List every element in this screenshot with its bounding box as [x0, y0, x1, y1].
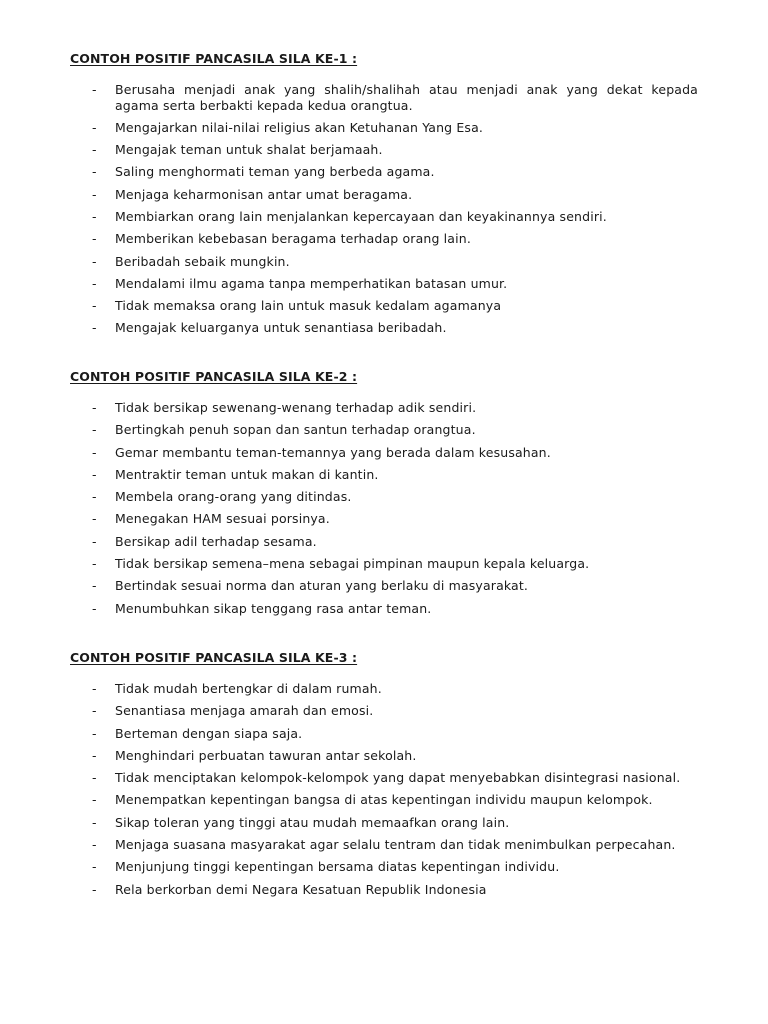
bullet-dash: -: [92, 859, 97, 875]
list-item: [70, 231, 698, 247]
list-item: [70, 815, 698, 831]
bullet-dash: -: [92, 792, 97, 808]
bullet-dash: -: [92, 231, 97, 247]
bullet-dash: -: [92, 814, 97, 830]
list-item: [70, 534, 698, 550]
bullet-dash: -: [92, 142, 97, 158]
bullet-dash: -: [92, 881, 97, 897]
list-item-text: Berteman dengan siapa saja.: [115, 725, 303, 741]
list-item-text: Tidak bersikap sewenang-wenang terhadap adik sendiri.: [115, 400, 477, 415]
list-item: [70, 726, 698, 742]
list-item-text: Tidak memaksa orang lain untuk masuk kedalam agamanya: [115, 298, 502, 314]
list-item-text: Mengajarkan nilai-nilai religius akan Ketuhanan Yang Esa.: [115, 119, 484, 135]
bullet-dash: -: [92, 119, 97, 135]
bullet-dash: -: [92, 770, 97, 786]
bullet-dash: -: [92, 725, 97, 741]
list-item: [70, 422, 698, 438]
section-sila-1: [70, 51, 698, 343]
bullet-dash: -: [92, 681, 97, 696]
item-list: [70, 82, 698, 336]
section-sila-3: [70, 650, 698, 904]
list-item-text: Menumbuhkan sikap tenggang rasa antar teman.: [115, 600, 432, 616]
bullet-dash: -: [92, 533, 97, 549]
list-item-text: Memberikan kebebasan beragama terhadap orang lain.: [115, 231, 471, 247]
list-item: [70, 298, 698, 314]
list-item-text: Menjunjung tinggi kepentingan bersama diatas kepentingan individu.: [115, 859, 560, 875]
list-item-text: Mentraktir teman untuk makan di kantin.: [115, 466, 379, 482]
bullet-dash: -: [92, 422, 97, 438]
bullet-dash: -: [92, 556, 97, 572]
bullet-dash: -: [92, 208, 97, 224]
list-item-text: Senantiasa menjaga amarah dan emosi.: [115, 703, 374, 719]
bullet-dash: -: [92, 275, 97, 291]
list-item-text: Gemar membantu teman-temannya yang berada dalam kesusahan.: [115, 444, 551, 460]
list-item-text: Rela berkorban demi Negara Kesatuan Republik Indonesia: [115, 881, 487, 897]
list-item: [70, 209, 698, 225]
list-item-text: Bertingkah penuh sopan dan santun terhadap orangtua.: [115, 422, 476, 438]
list-item: [70, 792, 698, 808]
list-item-text: Tidak mudah bertengkar di dalam rumah.: [115, 681, 382, 696]
list-item-text: Sikap toleran yang tinggi atau mudah memaafkan orang lain.: [115, 814, 510, 830]
list-item-text: Tidak menciptakan kelompok-kelompok yang dapat menyebabkan disintegrasi nasional.: [115, 770, 681, 786]
bullet-dash: -: [92, 578, 97, 594]
list-item: [70, 882, 698, 898]
list-item-text: Mengajak keluarganya untuk senantiasa beribadah.: [115, 320, 447, 336]
bullet-dash: -: [92, 444, 97, 460]
section-title: CONTOH POSITIF PANCASILA SILA KE-2 :: [70, 369, 358, 384]
section-title: CONTOH POSITIF PANCASILA SILA KE-3 :: [70, 650, 358, 665]
list-item-text: Menegakan HAM sesuai porsinya.: [115, 511, 330, 527]
list-item: [70, 770, 698, 786]
list-item-text: Bersikap adil terhadap sesama.: [115, 533, 317, 549]
list-item: [70, 601, 698, 617]
list-item-text: Membiarkan orang lain menjalankan kepercayaan dan keyakinannya sendiri.: [115, 208, 607, 224]
list-item: [70, 254, 698, 270]
list-item: [70, 703, 698, 719]
bullet-dash: -: [92, 837, 97, 853]
list-item: [70, 489, 698, 505]
list-item-text: Menempatkan kepentingan bangsa di atas kepentingan individu maupun kelompok.: [115, 792, 653, 808]
section-sila-2: [70, 369, 698, 623]
bullet-dash: -: [92, 703, 97, 719]
bullet-dash: -: [92, 400, 97, 415]
list-item: [70, 164, 698, 180]
bullet-dash: -: [92, 253, 97, 269]
section-title: CONTOH POSITIF PANCASILA SILA KE-1 :: [70, 51, 358, 66]
bullet-dash: -: [92, 747, 97, 763]
list-item: [70, 467, 698, 483]
list-item-text: Tidak bersikap semena–mena sebagai pimpinan maupun kepala keluarga.: [115, 556, 590, 572]
list-item: [70, 556, 698, 572]
list-item: [70, 187, 698, 203]
list-item-text: Bertindak sesuai norma dan aturan yang berlaku di masyarakat.: [115, 578, 529, 594]
item-list: [70, 681, 698, 897]
list-item-text: Menjaga suasana masyarakat agar selalu tentram dan tidak menimbulkan perpecahan.: [115, 837, 676, 853]
bullet-dash: -: [92, 489, 97, 505]
list-item-text: Berusaha menjadi anak yang shalih/shalihah atau menjadi anak yang dekat kepada agama serta berbakti kepada kedua orangtua.: [115, 82, 698, 113]
list-item: [70, 445, 698, 461]
list-item: [70, 578, 698, 594]
list-item-text: Membela orang-orang yang ditindas.: [115, 489, 352, 505]
list-item: [70, 837, 698, 853]
list-item: [70, 142, 698, 158]
list-item: [70, 400, 698, 416]
list-item-text: Mengajak teman untuk shalat berjamaah.: [115, 142, 383, 158]
bullet-dash: -: [92, 600, 97, 616]
list-item: [70, 120, 698, 136]
list-item: [70, 320, 698, 336]
bullet-dash: -: [92, 466, 97, 482]
item-list: [70, 400, 698, 616]
list-item: [70, 82, 698, 113]
bullet-dash: -: [92, 82, 97, 97]
bullet-dash: -: [92, 164, 97, 180]
bullet-dash: -: [92, 298, 97, 314]
list-item-text: Menjaga keharmonisan antar umat beragama.: [115, 186, 413, 202]
bullet-dash: -: [92, 511, 97, 527]
bullet-dash: -: [92, 186, 97, 202]
list-item-text: Mendalami ilmu agama tanpa memperhatikan batasan umur.: [115, 275, 508, 291]
list-item: [70, 748, 698, 764]
list-item: [70, 511, 698, 527]
bullet-dash: -: [92, 320, 97, 336]
list-item: [70, 681, 698, 697]
list-item: [70, 276, 698, 292]
list-item-text: Saling menghormati teman yang berbeda agama.: [115, 164, 435, 180]
list-item-text: Beribadah sebaik mungkin.: [115, 253, 290, 269]
list-item-text: Menghindari perbuatan tawuran antar sekolah.: [115, 747, 417, 763]
list-item: [70, 859, 698, 875]
